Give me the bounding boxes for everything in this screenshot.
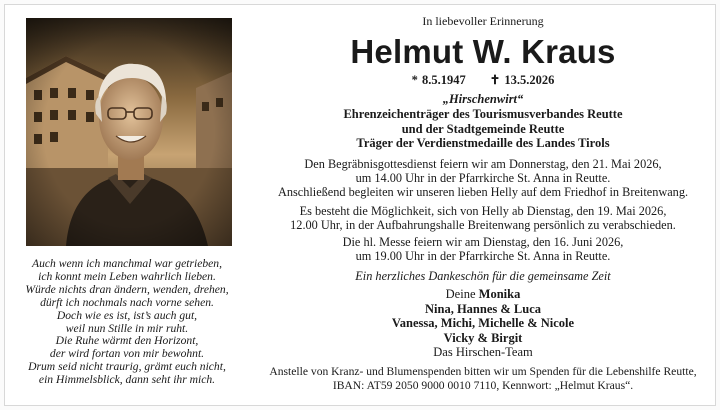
- poem-line: ein Himmelsblick, dann seht ihr mich.: [38, 373, 216, 387]
- birth-date: * 8.5.1947: [411, 73, 466, 87]
- deceased-name: Helmut W. Kraus: [350, 33, 616, 70]
- family-intro: [250, 287, 716, 301]
- farewell-line: Es besteht die Möglichkeit, sich von Helly ab Dienstag, den 19. Mai 2026,: [299, 203, 667, 218]
- team-line: Das Hirschen-Team: [433, 344, 533, 359]
- poem-line: weil nun Stille in mir ruht.: [65, 321, 189, 335]
- poem-line: Drum seid nicht traurig, grämt euch nicht,: [28, 360, 226, 374]
- funeral-line: Anschließend begleiten wir unseren lieben Helly auf dem Friedhof in Breitenwang.: [277, 185, 689, 200]
- thanks-line: Ein herzliches Dankeschön für die gemeinsame Zeit: [355, 269, 611, 284]
- family-member: Vanessa, Michi, Michelle & Nicole: [391, 316, 575, 331]
- funeral-line: um 14.00 Uhr in der Pfarrkirche St. Anna in Reutte.: [355, 170, 611, 185]
- poem-line: Die Ruhe wärmt den Horizont,: [55, 334, 199, 348]
- poem-line: Auch wenn ich manchmal war getrieben,: [32, 257, 222, 270]
- honor-line: Träger der Verdienstmedaille des Landes Tirols: [356, 136, 610, 150]
- family-line: [250, 331, 716, 345]
- family-line: [250, 316, 716, 330]
- death-date: ✝ 13.5.2026: [489, 73, 555, 87]
- donation-line: Anstelle von Kranz- und Blumenspenden bitten wir um Spenden für die Lebenshilfe Reutte,: [269, 365, 697, 379]
- poem-line: der wird fortan von mir bewohnt.: [49, 347, 205, 361]
- poem: [12, 258, 242, 387]
- memorial-heading: In liebevoller Erinnerung: [422, 14, 544, 28]
- life-dates: [250, 72, 716, 88]
- family-member: Vicky & Birgit: [443, 330, 523, 345]
- funeral-line: Den Begräbnisgottesdienst feiern wir am Donnerstag, den 21. Mai 2026,: [304, 156, 662, 171]
- mass-line: um 19.00 Uhr in der Pfarrkirche St. Anna in Reutte.: [355, 248, 611, 263]
- poem-line: Doch wie es ist, ist’s auch gut,: [56, 308, 198, 322]
- honor-line: und der Stadtgemeinde Reutte: [401, 121, 565, 136]
- notice-text: [250, 14, 716, 393]
- nickname: „Hirschenwirt“: [442, 92, 524, 106]
- family-intro-word: Deine: [445, 287, 476, 302]
- family-member: Monika: [478, 287, 521, 302]
- portrait-photo: [26, 18, 232, 246]
- poem-line: ich konnt mein Leben wahrlich lieben.: [38, 269, 216, 283]
- mass-line: Die hl. Messe feiern wir am Dienstag, den 16. Juni 2026,: [342, 234, 624, 249]
- poem-line: Würde nichts dran ändern, wenden, drehen,: [25, 282, 229, 296]
- family-member: Nina, Hannes & Luca: [425, 301, 541, 316]
- donation-line: IBAN: AT59 2050 9000 0010 7110, Kennwort: „Helmut Kraus“.: [332, 379, 634, 393]
- portrait-image: [26, 18, 232, 246]
- poem-line: dürft ich nochmals nach vorne sehen.: [40, 295, 214, 309]
- honor-line: Ehrenzeichenträger des Tourismusverbandes Reutte: [343, 107, 623, 121]
- family-line: [250, 302, 716, 316]
- farewell-line: 12.00 Uhr, in der Aufbahrungshalle Breitenwang persönlich zu verabschieden.: [290, 218, 676, 233]
